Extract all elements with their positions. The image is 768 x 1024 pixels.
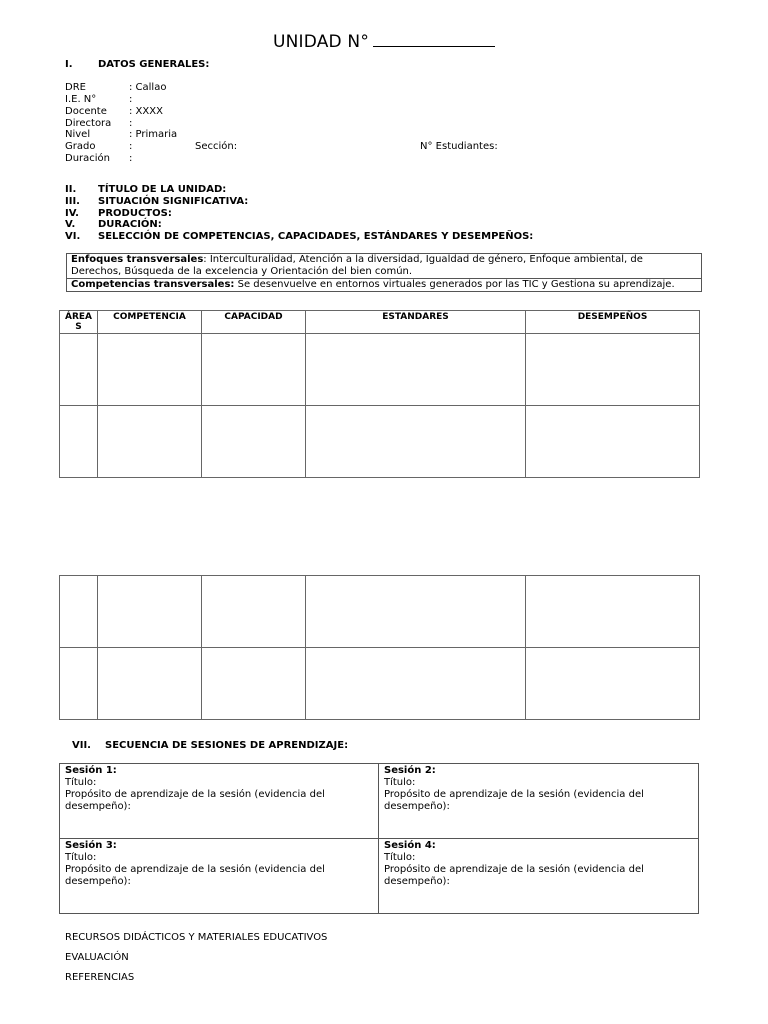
competencias-table-continued (59, 575, 700, 720)
section-label: PRODUCTOS: (98, 208, 172, 219)
header-areas (60, 311, 98, 334)
title-blank-line[interactable] (373, 32, 495, 47)
section-label: SITUACIÓN SIGNIFICATIVA: (98, 196, 249, 207)
field-label: I.E. N° (65, 94, 97, 105)
page-title (0, 32, 768, 52)
section-label: DURACIÓN: (98, 219, 162, 230)
table-row (60, 648, 700, 720)
table-row (60, 839, 699, 914)
header-estandares: ESTANDARES (306, 311, 526, 334)
datos-ie-row (65, 94, 132, 106)
sesion-cell-4[interactable] (379, 839, 699, 914)
sesion-titulo: Título: (384, 777, 416, 788)
table-cell[interactable] (60, 648, 98, 720)
enfoques-cell (67, 254, 701, 278)
sesion-name: Sesión 1: (65, 765, 117, 776)
table-cell[interactable] (60, 334, 98, 406)
section-number: IV. (65, 208, 79, 219)
section-4-heading (65, 208, 172, 219)
table-cell[interactable] (306, 406, 526, 478)
field-value: : (129, 118, 133, 129)
table-cell[interactable] (202, 334, 306, 406)
table-cell[interactable] (98, 576, 202, 648)
table-cell[interactable] (98, 648, 202, 720)
section-number: V. (65, 219, 76, 230)
table-cell[interactable] (306, 334, 526, 406)
datos-nivel-row (65, 129, 177, 141)
header-areas-line2: S (75, 322, 82, 332)
header-areas-line1: ÁREA (64, 312, 92, 322)
field-value: : (129, 141, 133, 152)
field-label: Duración (65, 153, 111, 164)
datos-docente-row (65, 106, 163, 118)
header-capacidad: CAPACIDAD (202, 311, 306, 334)
sesion-proposito-line2: desempeño): (65, 801, 131, 812)
sesion-proposito-line1: Propósito de aprendizaje de la sesión (evidencia del (384, 864, 644, 875)
table-row (60, 334, 700, 406)
sesion-name: Sesión 3: (65, 840, 117, 851)
sesion-titulo: Título: (65, 852, 97, 863)
estudiantes-label: N° Estudiantes: (420, 141, 498, 152)
field-label: Grado (65, 141, 96, 152)
sesion-proposito-line1: Propósito de aprendizaje de la sesión (evidencia del (65, 789, 325, 800)
table-cell[interactable] (60, 576, 98, 648)
table-cell[interactable] (526, 406, 700, 478)
field-value: : Callao (129, 82, 167, 93)
section-7-heading (72, 740, 348, 751)
section-number: III. (65, 196, 80, 207)
table-cell[interactable] (306, 648, 526, 720)
section-label: SELECCIÓN DE COMPETENCIAS, CAPACIDADES, ESTÁNDARES Y DESEMPEÑOS: (98, 231, 534, 242)
evaluacion-heading: EVALUACIÓN (65, 952, 129, 963)
table-cell[interactable] (202, 576, 306, 648)
sesion-titulo: Título: (65, 777, 97, 788)
sesion-proposito-line1: Propósito de aprendizaje de la sesión (evidencia del (384, 789, 644, 800)
section-1-heading (65, 59, 209, 70)
header-competencia: COMPETENCIA (98, 311, 202, 334)
table-cell[interactable] (202, 648, 306, 720)
sesion-proposito-line2: desempeño): (65, 876, 131, 887)
field-value: : (129, 153, 133, 164)
sesion-proposito-line2: desempeño): (384, 876, 450, 887)
table-cell[interactable] (526, 648, 700, 720)
enfoques-label: Enfoques transversales (71, 254, 204, 265)
section-5-heading (65, 219, 162, 230)
section-label: SECUENCIA DE SESIONES DE APRENDIZAJE: (105, 740, 349, 751)
table-cell[interactable] (526, 334, 700, 406)
seccion-label: Sección: (195, 141, 238, 152)
datos-dre-row (65, 82, 166, 94)
sesion-cell-3[interactable] (60, 839, 379, 914)
section-6-heading (65, 231, 533, 242)
referencias-heading: REFERENCIAS (65, 972, 135, 983)
section-3-heading (65, 196, 248, 207)
table-cell[interactable] (60, 406, 98, 478)
sesion-proposito-line1: Propósito de aprendizaje de la sesión (evidencia del (65, 864, 325, 875)
table-row (60, 406, 700, 478)
section-label: TÍTULO DE LA UNIDAD: (98, 184, 227, 195)
field-label: DRE (65, 82, 86, 93)
recursos-heading: RECURSOS DIDÁCTICOS Y MATERIALES EDUCATIVOS (65, 932, 328, 943)
competencias-cell (67, 278, 701, 291)
table-cell[interactable] (306, 576, 526, 648)
competencias-text: Se desenvuelve en entornos virtuales generados por las TIC y Gestiona su aprendizaje. (234, 279, 675, 290)
title-text: UNIDAD N° (272, 32, 370, 52)
table-cell[interactable] (98, 334, 202, 406)
competencias-label: Competencias transversales: (71, 279, 235, 290)
field-value: : Primaria (129, 129, 178, 140)
field-label: Docente (65, 106, 107, 117)
table-cell[interactable] (98, 406, 202, 478)
enfoques-text-line2: Derechos, Búsqueda de la excelencia y Orientación del bien común. (71, 266, 413, 277)
table-cell[interactable] (526, 576, 700, 648)
sesion-cell-2[interactable] (379, 764, 699, 839)
datos-duracion-row (65, 153, 132, 165)
table-row (60, 764, 699, 839)
sesion-proposito-line2: desempeño): (384, 801, 450, 812)
field-value: : (129, 94, 133, 105)
header-desempenos: DESEMPEÑOS (526, 311, 700, 334)
datos-grado-row (65, 141, 705, 153)
field-label: Nivel (65, 129, 91, 140)
sesion-name: Sesión 2: (384, 765, 436, 776)
sesion-titulo: Título: (384, 852, 416, 863)
section-2-heading (65, 184, 226, 195)
enfoques-text-line1: : Interculturalidad, Atención a la diversidad, Igualdad de género, Enfoque ambiental, de (203, 254, 643, 265)
sesion-cell-1[interactable] (60, 764, 379, 839)
table-header-row (60, 311, 700, 334)
sesion-name: Sesión 4: (384, 840, 436, 851)
section-number: II. (65, 184, 77, 195)
section-number: I. (65, 59, 73, 70)
section-number: VII. (72, 740, 91, 751)
field-value: : XXXX (129, 106, 163, 117)
field-label: Directora (65, 118, 112, 129)
table-row (60, 576, 700, 648)
table-cell[interactable] (202, 406, 306, 478)
competencias-table (59, 310, 700, 478)
sesiones-table (59, 763, 699, 914)
section-number: VI. (65, 231, 81, 242)
transversal-box (66, 253, 702, 292)
section-label: DATOS GENERALES: (98, 59, 210, 70)
